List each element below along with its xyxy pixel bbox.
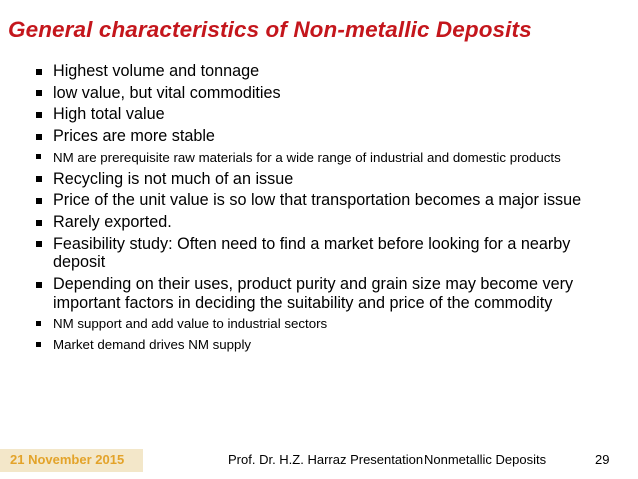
square-bullet-icon [36, 321, 41, 326]
slide-footer [0, 449, 638, 472]
bullet-text: Price of the unit value is so low that transportation becomes a major issue [53, 191, 582, 210]
square-bullet-icon [36, 134, 42, 140]
square-bullet-icon [36, 90, 42, 96]
bullet-text: Recycling is not much of an issue [53, 169, 294, 188]
bullet-item [35, 213, 625, 232]
bullet-text: Market demand drives NM supply [53, 337, 252, 353]
square-bullet-icon [36, 342, 41, 347]
square-bullet-icon [36, 112, 42, 118]
bullet-item [35, 149, 625, 166]
slide-title: General characteristics of Non-metallic Deposits [8, 17, 532, 42]
bullet-text: High total value [53, 105, 165, 124]
bullet-item [35, 275, 625, 312]
bullet-text: Rarely exported. [53, 213, 172, 232]
square-bullet-icon [36, 282, 42, 288]
footer-date-box [0, 449, 143, 472]
bullet-text: Highest volume and tonnage [53, 62, 260, 80]
bullet-item [35, 105, 625, 124]
page-number: 29 [595, 452, 610, 467]
square-bullet-icon [36, 220, 42, 226]
bullet-text: NM support and add value to industrial sectors [53, 316, 328, 332]
bullet-item [35, 62, 625, 81]
footer-topic: Nonmetallic Deposits [424, 452, 547, 467]
bullet-item [35, 315, 625, 332]
bullet-item [35, 127, 625, 146]
bullet-item [35, 84, 625, 103]
bullet-text: low value, but vital commodities [53, 83, 281, 102]
bullet-item [35, 170, 625, 189]
footer-presenter: Prof. Dr. H.Z. Harraz Presentation [228, 452, 424, 467]
bullet-item [35, 191, 625, 210]
footer-date: 21 November 2015 [10, 452, 125, 467]
bullet-text: Depending on their uses, product purity and grain size may become very important factors in deciding the suitability and price of the commodity [53, 275, 574, 312]
bullet-text: NM are prerequisite raw materials for a wide range of industrial and domestic products [53, 149, 561, 165]
square-bullet-icon [36, 154, 41, 159]
square-bullet-icon [36, 241, 42, 247]
bullet-list [35, 62, 625, 357]
square-bullet-icon [36, 176, 42, 182]
square-bullet-icon [36, 198, 42, 204]
bullet-text: Prices are more stable [53, 127, 215, 146]
bullet-text: Feasibility study: Often need to find a market before looking for a nearby deposit [53, 234, 571, 272]
bullet-item [35, 235, 625, 272]
bullet-item [35, 336, 625, 353]
square-bullet-icon [36, 69, 42, 75]
